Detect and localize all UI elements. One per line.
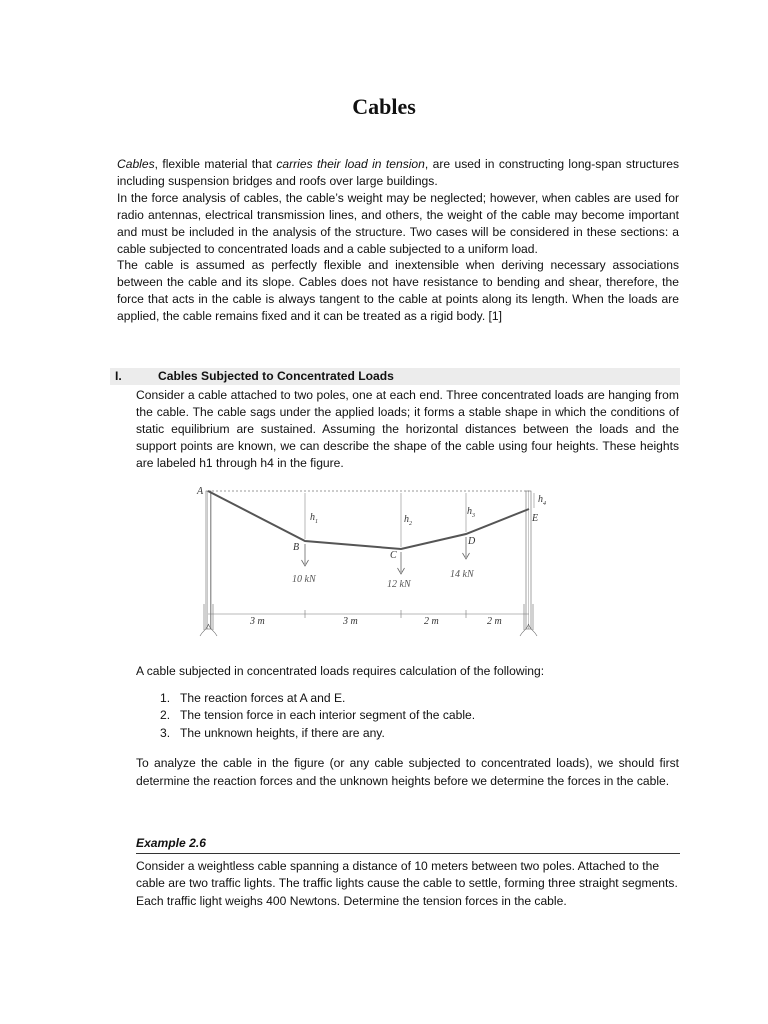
list-item-text: The reaction forces at A and E. bbox=[180, 691, 346, 705]
cable-diagram bbox=[186, 484, 548, 642]
list-item bbox=[160, 725, 680, 742]
span-1-label: 3 m bbox=[250, 616, 265, 627]
span-4-label: 2 m bbox=[487, 616, 502, 627]
tension-phrase: carries their load in tension bbox=[276, 157, 425, 171]
h4-label: $h_4$ bbox=[538, 494, 546, 507]
load-b-label: 10 kN bbox=[292, 574, 316, 585]
section-heading bbox=[110, 368, 680, 385]
load-arrow-b bbox=[302, 544, 309, 566]
point-c-label: C bbox=[390, 550, 397, 561]
intro-paragraph-3: The cable is assumed as perfectly flexible and inextensible when deriving necessary associations between the cable and its slope. Cables does not have resistance to bending and shear, therefore, the force that acts in the cable is always tangent to the cable at points along its length. When the loads are applied, the cable remains fixed and it can be treated as a rigid body. [1] bbox=[117, 258, 679, 324]
section-body: Consider a cable attached to two poles, one at each end. Three concentrated loads are hanging from the cable. The cable sags under the applied loads; it forms a stable shape in which the conditions of static equilibrium are sustained. Assuming the horizontal distances between the loads and the support points are known, we can describe the shape of the cable using four heights. These heights are labeled h1 through h4 in the figure. bbox=[136, 388, 679, 471]
h1-label: $h_1$ bbox=[310, 512, 318, 525]
intro-paragraph-2: In the force analysis of cables, the cable’s weight may be neglected; however, when cables are used for radio antennas, electrical transmission lines, and others, the weight of the cable may become important and must be included in the analysis of the structure. Two cases will be considered in these sections: a cable subjected to concentrated loads and a cable subjected to a uniform load. bbox=[117, 190, 679, 256]
example-body: Consider a weightless cable spanning a distance of 10 meters between two poles. Attached to the cable are two traffic lights. The traffic lights cause the cable to settle, forming three straight segments. Each traffic light weighs 400 Newtons. Determine the tension forces in the cable. bbox=[136, 859, 678, 908]
h2-label: $h_2$ bbox=[404, 514, 412, 527]
intro-text-1: , flexible material that bbox=[154, 157, 277, 171]
page-title: Cables bbox=[352, 94, 416, 119]
intro-paragraph-1 bbox=[117, 156, 679, 190]
example-divider bbox=[136, 853, 680, 854]
section-title: Cables Subjected to Concentrated Loads bbox=[158, 369, 394, 383]
list-item bbox=[160, 707, 680, 724]
point-d-label: D bbox=[468, 536, 476, 547]
point-a-label: A bbox=[197, 486, 204, 497]
load-d-label: 14 kN bbox=[450, 569, 474, 580]
list-item-number: 2. bbox=[160, 708, 171, 723]
point-b-label: B bbox=[293, 542, 300, 553]
analyze-paragraph: To analyze the cable in the figure (or any cable subjected to concentrated loads), we should first determine the reaction forces and the unknown heights before we determine the forces in the cable. bbox=[136, 756, 679, 788]
span-2-label: 3 m bbox=[343, 616, 358, 627]
requires-intro: A cable subjected in concentrated loads requires calculation of the following: bbox=[136, 664, 545, 678]
list-item-number: 1. bbox=[160, 691, 171, 705]
point-e-label: E bbox=[532, 513, 539, 524]
cables-term: Cables bbox=[117, 157, 155, 171]
load-c-label: 12 kN bbox=[387, 579, 411, 590]
h3-label: $h_3$ bbox=[467, 506, 475, 519]
list-item-number: 3. bbox=[160, 725, 171, 740]
list-item-text: The unknown heights, if there are any. bbox=[180, 725, 385, 740]
list-item bbox=[160, 690, 680, 707]
intro-text-2: , are used in constructing long-span structures including suspension bridges and roofs over large buildings. bbox=[117, 157, 679, 188]
example-heading: Example 2.6 bbox=[136, 836, 206, 850]
intro-text bbox=[117, 156, 679, 325]
requirements-list bbox=[160, 690, 680, 742]
cable-figure bbox=[186, 484, 548, 642]
list-item-text: The tension force in each interior segment of the cable. bbox=[180, 708, 476, 723]
load-arrow-c bbox=[398, 552, 405, 574]
cable-line bbox=[208, 491, 529, 549]
section-number: I. bbox=[115, 369, 122, 383]
span-3-label: 2 m bbox=[424, 616, 439, 627]
